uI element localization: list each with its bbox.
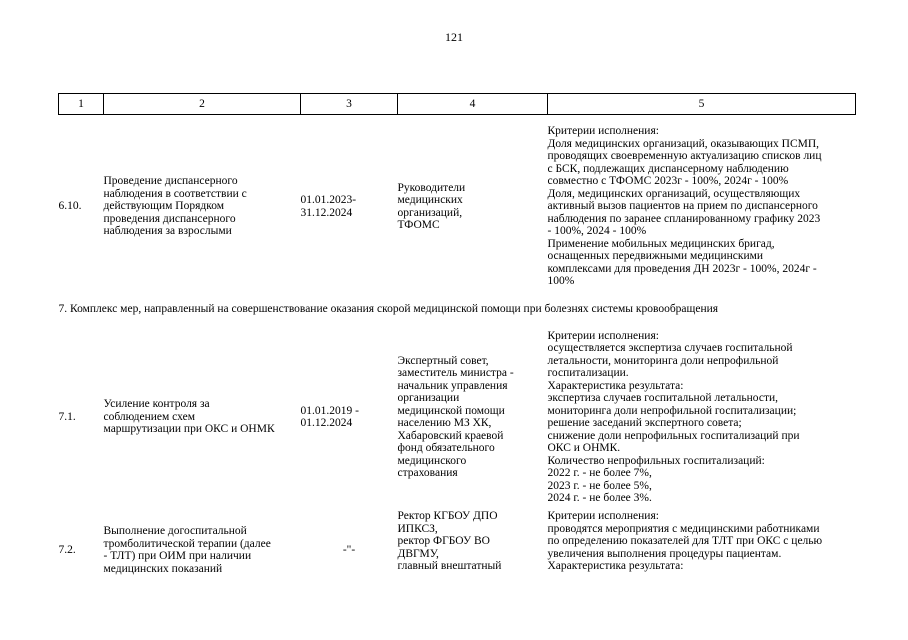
measure-dates: 01.01.2023- 31.12.2024: [300, 194, 357, 219]
performance-criteria: Критерии исполнения: осуществляется экспертиза случаев госпитальной летальности, мониторинга доли непрофильной госпитализации. Характеристика результата: экспертиза случаев госпитальной летальности, мониторинга доли непрофильной госпитализации; решение заседаний экспертного совета; снижение доли непрофильных госпитализаций при ОКС и ОНМК. Количество непрофильных госпитализаций: 2022 г. - не более 7%, 2023 г. - не более 5%, 2024 г. - не более 3%.: [547, 329, 800, 504]
measure-dates: 01.01.2019 - 01.12.2024: [300, 404, 359, 429]
responsible-parties: Экспертный совет, заместитель министра - начальник управления организации медицинской помощи населению МЗ ХК, Хабаровский краевой фонд обязательного медицинского страхования: [397, 354, 514, 479]
section-heading-row: [59, 294, 856, 324]
measure-name: Проведение диспансерного наблюдения в соответствии с действующим Порядком проведения диспансерного наблюдения за взрослыми: [103, 175, 247, 238]
column-header-4: 4: [398, 94, 548, 115]
table-row: [59, 115, 856, 295]
table-row: [59, 324, 856, 510]
measure-name: Выполнение догоспитальной тромболитической терапии (далее - ТЛТ) при ОИМ при наличии медицинских показаний: [103, 525, 271, 575]
column-header-3: 3: [301, 94, 398, 115]
measure-dates: -"-: [342, 543, 356, 556]
column-header-2: 2: [104, 94, 301, 115]
column-header-5: 5: [548, 94, 856, 115]
page-number: 121: [445, 30, 463, 44]
performance-criteria: Критерии исполнения: Доля медицинских организаций, оказывающих ПСМП, проводящих своевременную актуализацию списков лиц с БСК, подлежащих диспансерному наблюдению совместно с ТФОМС 2023г - 100%, 2024г - 100% Доля, медицинских организаций, осуществляющих активный вызов пациентов на прием по диспансерного наблюдения по заранее спланированному графику 2023 - 100%, 2024 - 100% Применение мобильных медицинских бригад, оснащенных передвижными медицинскими комплексами для проведения ДН 2023г - 100%, 2024г - 100%: [547, 125, 822, 288]
column-header-1: 1: [59, 94, 104, 115]
measures-table: [58, 93, 856, 590]
table-header-row: [59, 94, 856, 115]
row-number: 6.10.: [58, 200, 82, 213]
section-heading: 7. Комплекс мер, направленный на совершенствование оказания скорой медицинской помощи при болезнях системы кровообращения: [58, 302, 719, 315]
responsible-parties: Руководители медицинских организаций, ТФОМС: [397, 181, 466, 231]
performance-criteria: Критерии исполнения: проводятся мероприятия с медицинскими работниками по определению показателей для ТЛТ при ОКС с целью увеличения выполнения процедуры пациентам. Характеристика результата:: [547, 510, 823, 572]
table-row: [59, 510, 856, 590]
row-number: 7.2.: [58, 543, 76, 556]
measure-name: Усиление контроля за соблюдением схем маршрутизации при ОКС и ОНМК: [103, 398, 275, 436]
row-number: 7.1.: [58, 410, 76, 423]
responsible-parties: Ректор КГБОУ ДПО ИПКСЗ, ректор ФГБОУ ВО ДВГМУ, главный внештатный: [397, 510, 502, 572]
